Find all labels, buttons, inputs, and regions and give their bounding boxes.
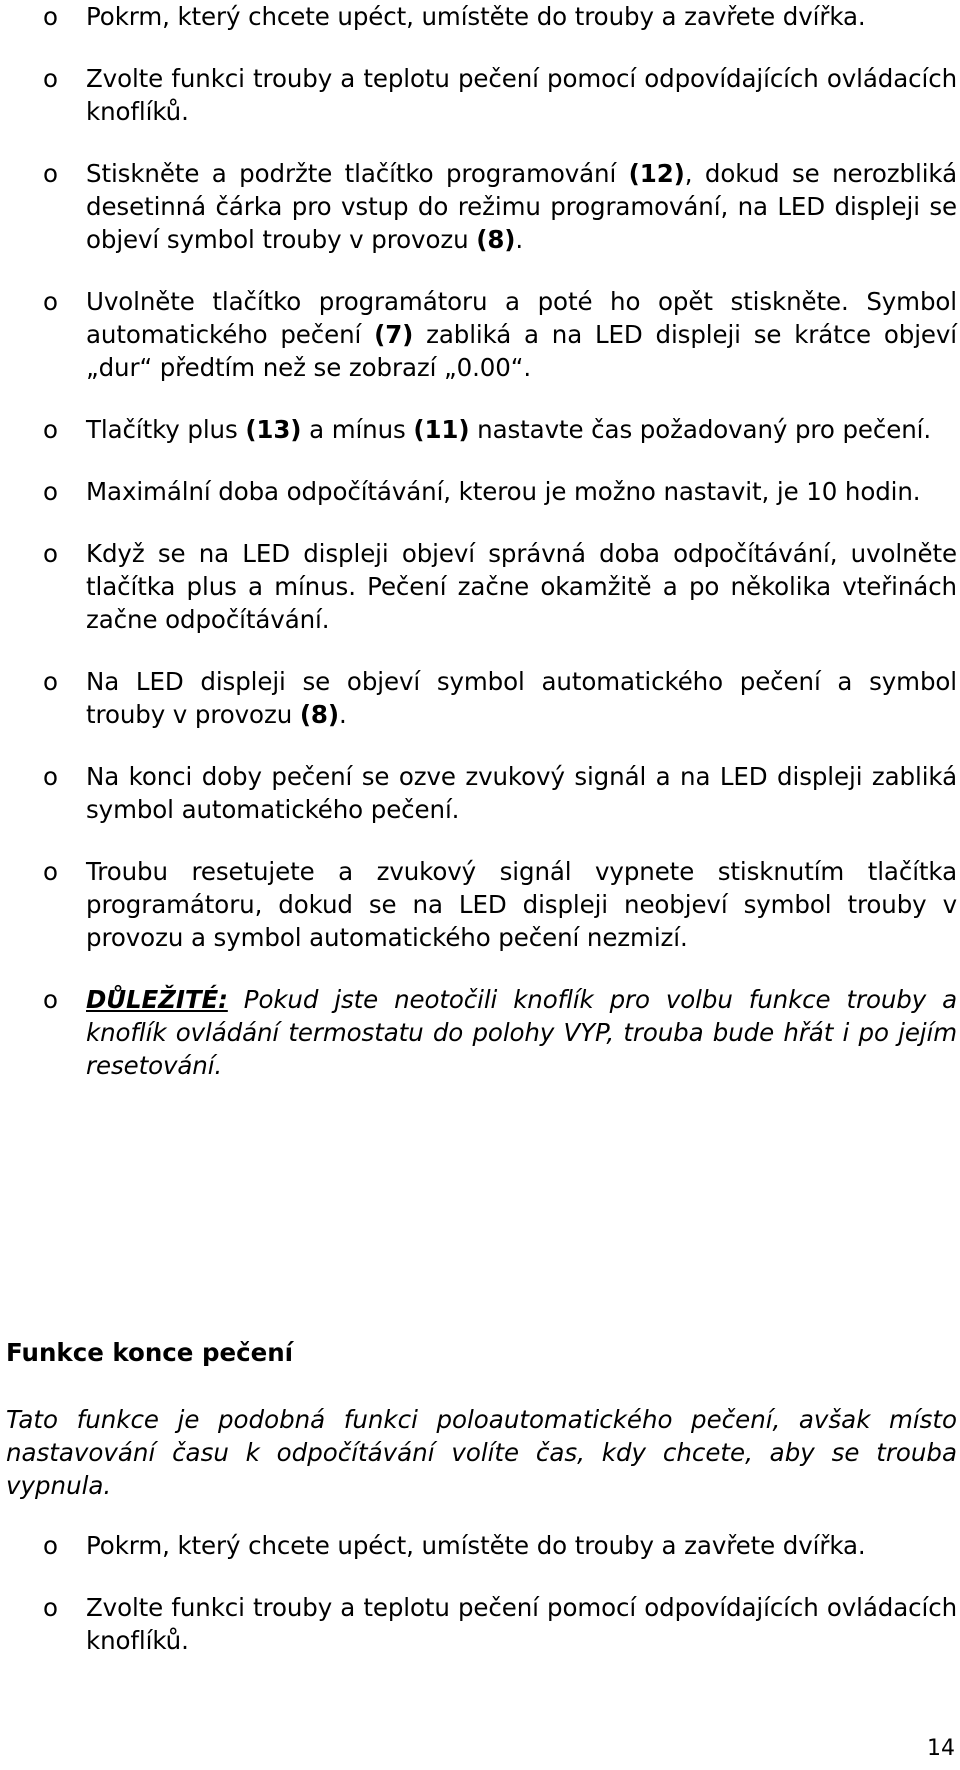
list-item-text: Pokrm, který chcete upéct, umístěte do trouby a zavřete dvířka. xyxy=(86,1531,866,1560)
bullet-marker: o xyxy=(43,1531,58,1560)
bullet-marker: o xyxy=(43,477,58,506)
list-item-text: Zvolte funkci trouby a teplotu pečení pomocí odpovídajících ovládacích knoflíků. xyxy=(86,1593,957,1655)
list-item xyxy=(0,413,957,446)
list-item xyxy=(0,157,957,256)
list-item-text: zabliká a na LED displeji se krátce objeví „dur“ předtím než se zobrazí „0.00“. xyxy=(86,320,957,382)
list-item-text: Uvolněte tlačítko programátoru a poté ho opět stiskněte. Symbol automatického pečení xyxy=(86,287,957,349)
bullet-marker: o xyxy=(43,762,58,791)
list-item-warning xyxy=(0,983,957,1082)
list-item-text: Troubu resetujete a zvukový signál vypnete stisknutím tlačítka programátoru, dokud se na LED displeji neobjeví symbol trouby v provozu a symbol automatického pečení nezmizí. xyxy=(86,857,957,952)
warning-label: DŮLEŽITÉ: xyxy=(86,985,228,1014)
page-number: 14 xyxy=(927,1736,955,1761)
list-item-text: , dokud se nerozbliká desetinná čárka pro vstup do režimu programování, na LED displeji se objeví symbol trouby v provozu xyxy=(86,159,957,254)
button-reference: (12) xyxy=(628,159,685,188)
list-item xyxy=(0,537,957,636)
section-heading: Funkce konce pečení xyxy=(6,1338,294,1367)
bullet-marker: o xyxy=(43,2,58,31)
instruction-list-bottom xyxy=(0,1529,960,1686)
list-item xyxy=(0,62,957,128)
list-item xyxy=(0,665,957,731)
list-item-text: Tlačítky plus xyxy=(86,415,246,444)
symbol-reference: (7) xyxy=(374,320,414,349)
bullet-marker: o xyxy=(43,64,58,93)
bullet-marker: o xyxy=(43,159,58,188)
list-item-text: nastavte čas požadovaný pro pečení. xyxy=(469,415,932,444)
symbol-reference: (8) xyxy=(299,700,339,729)
list-item-text: a mínus xyxy=(301,415,414,444)
list-item-text: Maximální doba odpočítávání, kterou je možno nastavit, je 10 hodin. xyxy=(86,477,921,506)
list-item xyxy=(0,760,957,826)
list-item-text: Když se na LED displeji objeví správná doba odpočítávání, uvolněte tlačítka plus a mínus. Pečení začne okamžitě a po několika vteřinách začne odpočítávání. xyxy=(86,539,957,634)
list-item xyxy=(0,0,957,33)
bullet-marker: o xyxy=(43,539,58,568)
bullet-marker: o xyxy=(43,985,58,1014)
button-reference: (13) xyxy=(245,415,302,444)
list-item-text: Pokrm, který chcete upéct, umístěte do trouby a zavřete dvířka. xyxy=(86,2,866,31)
list-item-text: . xyxy=(515,225,524,254)
list-item-text: Stiskněte a podržte tlačítko programování xyxy=(86,159,629,188)
list-item-text: Na konci doby pečení se ozve zvukový signál a na LED displeji zabliká symbol automatického pečení. xyxy=(86,762,957,824)
symbol-reference: (8) xyxy=(476,225,516,254)
list-item-text: Zvolte funkci trouby a teplotu pečení pomocí odpovídajících ovládacích knoflíků. xyxy=(86,64,957,126)
bullet-marker: o xyxy=(43,667,58,696)
list-item-text: . xyxy=(338,700,347,729)
bullet-marker: o xyxy=(43,287,58,316)
list-item xyxy=(0,1529,957,1562)
list-item xyxy=(0,1591,957,1657)
list-item xyxy=(0,285,957,384)
list-item-text: Na LED displeji se objeví symbol automatického pečení a symbol trouby v provozu xyxy=(86,667,957,729)
list-item xyxy=(0,475,957,508)
bullet-marker: o xyxy=(43,415,58,444)
list-item xyxy=(0,855,957,954)
bullet-marker: o xyxy=(43,1593,58,1622)
section-intro: Tato funkce je podobná funkci poloautomatického pečení, avšak místo nastavování času k odpočítávání volíte čas, kdy chcete, aby se trouba vypnula. xyxy=(6,1405,957,1500)
bullet-marker: o xyxy=(43,857,58,886)
button-reference: (11) xyxy=(413,415,470,444)
warning-text: Pokud jste neotočili knoflík pro volbu funkce trouby a knoflík ovládání termostatu do polohy VYP, trouba bude hřát i po jejím resetování. xyxy=(86,985,957,1080)
